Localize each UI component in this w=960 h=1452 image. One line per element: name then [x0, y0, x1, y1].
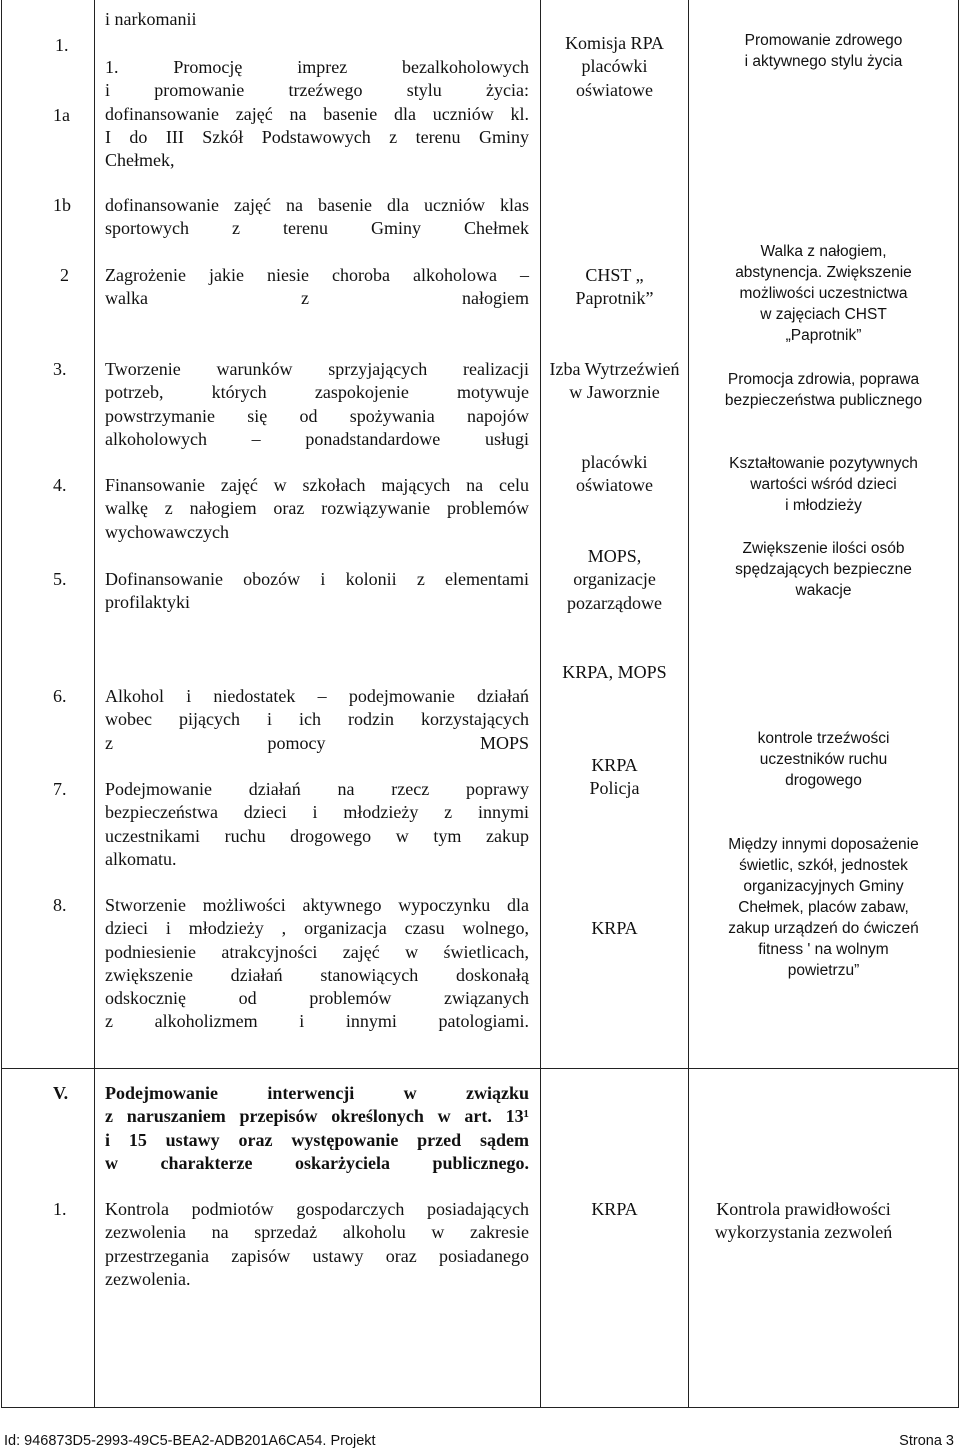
row-label-1: 1. [55, 35, 69, 55]
row-v1-goal: Kontrola prawidłowości wykorzystania zezwoleń [714, 1199, 893, 1243]
row-label-v1: 1. [53, 1199, 67, 1219]
table-border-left [1, 0, 2, 1408]
row-7-goal: Między innymi doposażenie świetlic, szkół, jednostek organizacyjnych Gminy Chełmek, placów zabaw, zakup urządzeń do ćwiczeń fitness ' na wolnym powietrzu” [728, 836, 919, 979]
row-label-2: 2 [60, 265, 69, 285]
section-header-text: i narkomanii [105, 9, 197, 29]
row-3-responsible: Izba Wytrzeźwień w Jaworznie [549, 359, 680, 403]
row-4-goal: Kształtowanie pozytywnych wartości wśród dzieci i młodzieży [729, 455, 918, 514]
table-divider-resp [688, 0, 689, 1408]
table-divider-task [540, 0, 541, 1408]
footer-document-id: Id: 946873D5-2993-49C5-BEA2-ADB201A6CA54. Projekt [4, 1433, 376, 1449]
row-7-task: Podejmowanie działań na rzecz poprawy bezpieczeństwa dzieci i młodzieży z innymi uczestnikami ruchu drogowego w tym zakup alkomatu. [105, 779, 529, 869]
section-v-label: V. [53, 1083, 69, 1103]
row-label-7: 7. [53, 779, 67, 799]
row-v1-task: Kontrola podmiotów gospodarczych posiadających zezwolenia na sprzedaż alkoholu w zakresie przestrzegania zapisów ustawy oraz posiadanego zezwolenia. [105, 1199, 529, 1289]
row-2-responsible: CHST „ Paprotnik” [575, 265, 654, 309]
table-divider-number [94, 0, 95, 1408]
row-6-goal: kontrole trzeźwości uczestników ruchu drogowego [757, 730, 890, 789]
row-7-responsible: KRPA Policja [589, 755, 640, 799]
row-label-6: 6. [53, 686, 67, 706]
row-label-1a: 1a [53, 105, 70, 125]
row-label-1b: 1b [53, 195, 71, 215]
row-divider-v [1, 1068, 959, 1069]
table-border-bottom [1, 1407, 959, 1408]
row-5-task: Dofinansowanie obozów i kolonii z elementami profilaktyki [105, 569, 529, 613]
row-2-task: Zagrożenie jakie niesie choroba alkoholowa – walka z nałogiem [105, 265, 529, 309]
row-3-task: Tworzenie warunków sprzyjających realizacji potrzeb, których zaspokojenie motywuje powstrzymanie się od spożywania napojów alkoholowych – ponadstandardowe usługi [105, 359, 529, 449]
row-label-3: 3. [53, 359, 67, 379]
row-8-responsible: KRPA [591, 918, 638, 938]
row-1-task: 1. Promocję imprez bezalkoholowych i promowanie trzeźwego stylu życia: dofinansowanie zajęć na basenie dla uczniów kl. I do III Szkół Podstawowych z terenu Gminy Chełmek, [105, 57, 529, 171]
row-6-responsible: KRPA, MOPS [562, 662, 667, 682]
row-8-task: Stworzenie możliwości aktywnego wypoczynku dla dzieci i młodzieży , organizacja czasu wolnego, podniesienie atrakcyjności zajęć w świetlicach, zwiększenie działań stanowiących doskonałą odskocznię od problemów związanych z alkoholizmem i innymi patologiami. [105, 895, 529, 1032]
section-v-title: Podejmowanie interwencji w związku z naruszaniem przepisów określonych w art. 13¹ i 15 ustawy oraz występowanie przed sądem w charakterze oskarżyciela publicznego. [105, 1083, 529, 1173]
row-label-4: 4. [53, 475, 67, 495]
row-6-task: Alkohol i niedostatek – podejmowanie działań wobec pijących i ich rodzin korzystających z pomocy MOPS [105, 686, 529, 753]
row-label-8: 8. [53, 895, 67, 915]
row-1b-task: dofinansowanie zajęć na basenie dla uczniów klas sportowych z terenu Gminy Chełmek [105, 195, 529, 239]
row-2-goal: Walka z nałogiem, abstynencja. Zwiększenie możliwości uczestnictwa w zajęciach CHST „Paprotnik” [735, 243, 912, 344]
row-5-goal: Zwiększenie ilości osób spędzających bezpieczne wakacje [735, 540, 912, 599]
table-border-right [958, 0, 959, 1408]
row-5-responsible: MOPS, organizacje pozarządowe [567, 546, 662, 613]
row-1-responsible: Komisja RPA placówki oświatowe [565, 33, 664, 100]
row-3-goal: Promocja zdrowia, poprawa bezpieczeństwa publicznego [724, 371, 923, 409]
row-1-goal: Promowanie zdrowego i aktywnego stylu życia [744, 32, 903, 70]
footer-page-number: Strona 3 [899, 1433, 954, 1449]
row-4-task: Finansowanie zajęć w szkołach mających na celu walkę z nałogiem oraz rozwiązywanie problemów wychowawczych [105, 475, 529, 542]
row-v1-responsible: KRPA [591, 1199, 638, 1219]
row-label-5: 5. [53, 569, 67, 589]
row-4-responsible: placówki oświatowe [576, 452, 653, 496]
